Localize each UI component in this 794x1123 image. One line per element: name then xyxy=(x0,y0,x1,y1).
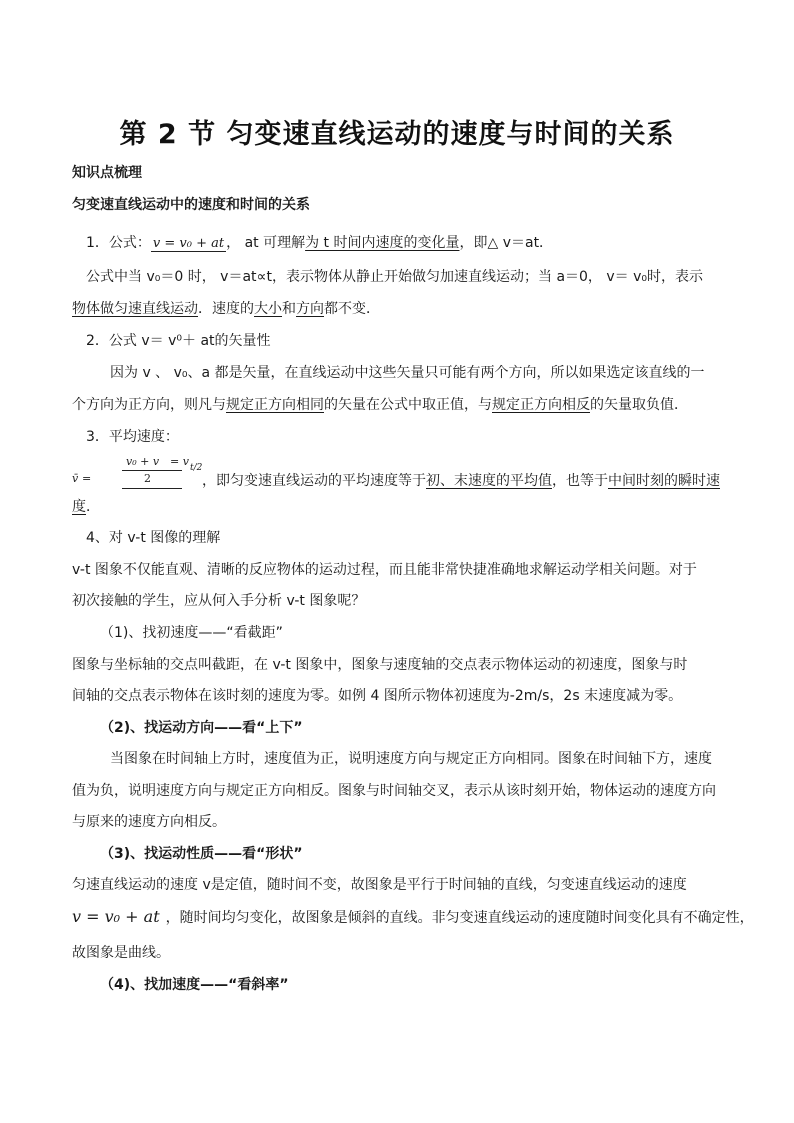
formula-denominator: 2 xyxy=(144,472,151,485)
underlined-text: 初、末速度的平均值 xyxy=(426,473,552,489)
subheading-initial-velocity: （1)、找初速度——“看截距” xyxy=(100,625,283,641)
paragraph-line xyxy=(72,396,688,414)
fraction-bar xyxy=(122,470,182,471)
formula-rhs: = v xyxy=(170,455,189,468)
formula-symbol: = xyxy=(82,472,92,485)
underlined-text: 中间时刻的瞬时速 xyxy=(608,473,720,489)
paragraph-line: 值为负，说明速度方向与规定正方向相反。图象与时间轴交叉，表示从该时刻开始，物体运动的速度方向 xyxy=(72,783,716,799)
paragraph-line: 间轴的交点表示物体在该时刻的速度为零。如例 4 图所示物体初速度为-2m/s，2s 末速度减为零。 xyxy=(72,688,683,704)
text: 个方向为正方向，则凡与 xyxy=(72,397,226,413)
subheading-acceleration: （4)、找加速度——“看斜率” xyxy=(100,977,289,993)
paragraph-line: 与原来的速度方向相反。 xyxy=(72,814,226,830)
formula-velocity: v = v₀ + at xyxy=(152,236,225,251)
text: ，随时间均匀变化，故图象是倾斜的直线。非匀变速直线运动的速度随时间变化具有不确定性， xyxy=(165,910,754,926)
paragraph-line xyxy=(72,300,380,318)
subheading-motion-type: （3)、找运动性质——看“形状” xyxy=(100,846,303,862)
underlined-text: 规定正方向相反 xyxy=(492,397,590,413)
formula-numerator: v₀ + v xyxy=(126,455,160,468)
paragraph-line: v-t 图象不仅能直观、清晰的反应物体的运动过程，而且能非常快捷准确地求解运动学相关问题。对于 xyxy=(72,562,697,578)
formula-symbol: v̄ xyxy=(72,472,79,485)
paragraph-line xyxy=(202,472,720,490)
paragraph-line: 公式中当 v₀＝0 时， v＝at∝t，表示物体从静止开始做匀加速直线运动；当 a＝0， v＝ v₀时，表示 xyxy=(86,269,704,285)
text: ，也等于 xyxy=(552,473,608,489)
formula-box-line xyxy=(122,488,182,489)
text: ．速度的 xyxy=(198,301,254,317)
underlined-text: 方向 xyxy=(296,301,324,317)
page-title: 第 2 节 匀变速直线运动的速度与时间的关系 xyxy=(119,119,675,150)
underlined-text: 大小 xyxy=(254,301,282,317)
text: 的矢量取负值． xyxy=(590,397,688,413)
subheading-direction: （2)、找运动方向——看“上下” xyxy=(100,720,303,736)
text: 和 xyxy=(282,301,296,317)
formula-velocity: v = v₀ + at xyxy=(72,907,160,926)
section-heading-knowledge: 知识点梳理 xyxy=(72,165,142,181)
text: ． xyxy=(86,499,100,515)
formula-average-velocity xyxy=(72,455,202,489)
text: 都不变． xyxy=(324,301,380,317)
paragraph-line: 当图象在时间轴上方时，速度值为正，说明速度方向与规定正方向相同。图象在时间轴下方，速度 xyxy=(110,751,712,767)
text: 1．公式： xyxy=(86,235,151,251)
underlined-text: 为 t 时间内速度的变化量 xyxy=(305,235,460,251)
paragraph-line: 匀速直线运动的速度 v是定值，随时间不变，故图象是平行于时间轴的直线，匀变速直线运动的速度 xyxy=(72,877,687,893)
paragraph-line xyxy=(72,908,754,927)
text: ，即匀变速直线运动的平均速度等于 xyxy=(202,473,426,489)
text: ， at 可理解 xyxy=(226,235,306,251)
underlined-text: 规定正方向相同 xyxy=(226,397,324,413)
section-heading-relation: 匀变速直线运动中的速度和时间的关系 xyxy=(72,197,310,213)
paragraph-line: 因为 v 、 v₀、a 都是矢量，在直线运动中这些矢量只可能有两个方向，所以如果选定该直线的一 xyxy=(110,365,705,381)
text: ，即△ v＝at． xyxy=(459,235,554,251)
underlined-text: 度 xyxy=(72,499,86,515)
underlined-text: 物体做匀速直线运动 xyxy=(72,301,198,317)
text: 的矢量在公式中取正值，与 xyxy=(324,397,492,413)
paragraph-line: 初次接触的学生，应从何入手分析 v-t 图象呢？ xyxy=(72,593,366,609)
paragraph-vector: 2．公式 v＝ v⁰＋ at的矢量性 xyxy=(86,333,271,349)
paragraph-line: 图象与坐标轴的交点叫截距，在 v-t 图象中，图象与速度轴的交点表示物体运动的初速度，图象与时 xyxy=(72,657,688,673)
formula-subscript: t/2 xyxy=(190,463,203,473)
paragraph-formula xyxy=(86,234,553,252)
paragraph-vt: 4、对 v-t 图像的理解 xyxy=(86,530,221,546)
paragraph-line: 故图象是曲线。 xyxy=(72,945,170,961)
paragraph-average: 3．平均速度： xyxy=(86,429,179,445)
paragraph-line xyxy=(72,498,100,516)
